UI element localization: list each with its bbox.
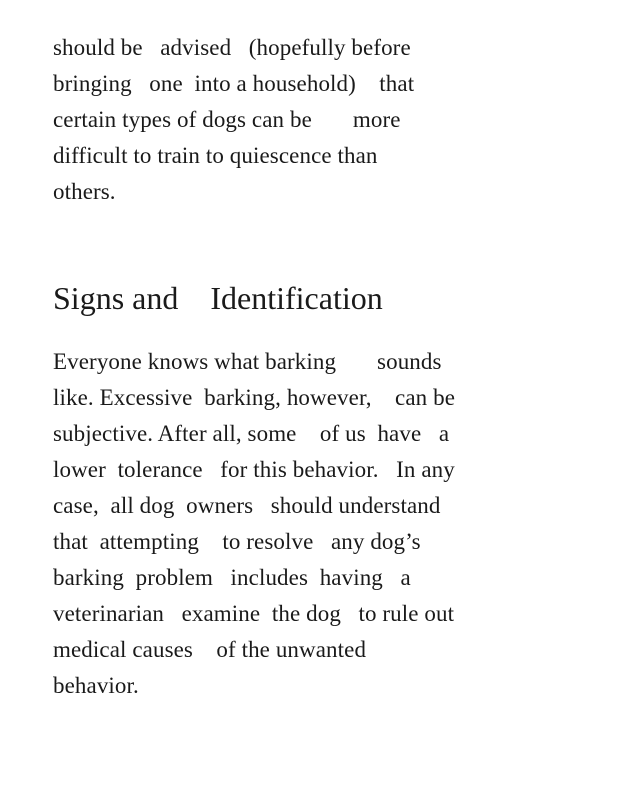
- text-line: difficult to train to quiescence than: [53, 143, 378, 168]
- paragraph-intro: [53, 30, 573, 210]
- text-line: medical causes of the unwanted: [53, 637, 367, 662]
- text-line: that attempting to resolve any dog’s: [53, 529, 421, 554]
- text-line: should be advised (hopefully before: [53, 35, 411, 60]
- text-line: others.: [53, 179, 116, 204]
- text-line: case, all dog owners should understand: [53, 493, 441, 518]
- paragraph-signs: [53, 344, 573, 704]
- document-page: [53, 30, 573, 704]
- text-line: lower tolerance for this behavior. In any: [53, 457, 455, 482]
- text-line: certain types of dogs can be more: [53, 107, 401, 132]
- text-line: veterinarian examine the dog to rule out: [53, 601, 455, 626]
- text-line: Everyone knows what barking sounds: [53, 349, 442, 374]
- text-line: barking problem includes having a: [53, 565, 411, 590]
- text-line: behavior.: [53, 673, 139, 698]
- section-heading: Signs and Identification: [53, 280, 383, 316]
- text-line: bringing one into a household) that: [53, 71, 415, 96]
- text-line: subjective. After all, some of us have a: [53, 421, 450, 446]
- text-line: like. Excessive barking, however, can be: [53, 385, 456, 410]
